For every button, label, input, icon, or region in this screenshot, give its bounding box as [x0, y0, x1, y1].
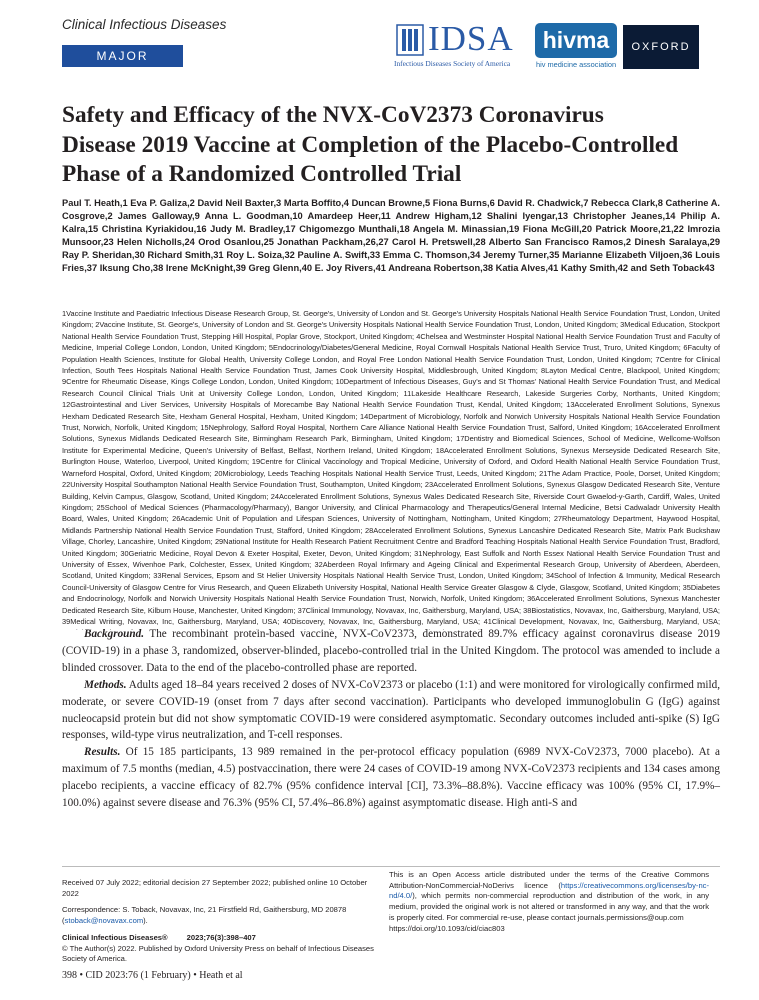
abstract-results	[62, 744, 720, 812]
journal-name: Clinical Infectious Diseases	[62, 17, 227, 32]
citation-journal: Clinical Infectious Diseases®	[62, 932, 168, 942]
footer-divider	[62, 866, 720, 867]
correspondence-email-link[interactable]: stoback@novavax.com	[64, 916, 144, 926]
correspondence	[62, 905, 380, 926]
abstract	[62, 626, 720, 812]
license-text: This is an Open Access article distributed under the terms of the Creative Commons Attribution-NonCommercial-NoDerivs licence (	[389, 870, 709, 890]
article-title: Safety and Efficacy of the NVX-CoV2373 Coronavirus Disease 2019 Vaccine at Completion of the Placebo-Controlled Phase of a Randomized Controlled Trial	[62, 102, 679, 187]
received-dates: Received 07 July 2022; editorial decision 27 September 2022; published online 10 October 2022	[62, 878, 368, 898]
abstract-methods	[62, 677, 720, 745]
correspondence-close: ).	[143, 916, 148, 926]
citation-ref: 2023;76(3):398–407	[186, 932, 256, 942]
idsa-wordmark: IDSA	[428, 19, 514, 58]
license-notice	[389, 870, 709, 924]
license-link[interactable]: https://creativecommons.org/licenses/by-nc-nd/4.0/	[389, 880, 709, 901]
page-footer: 398 • CID 2023:76 (1 February) • Heath et al	[62, 970, 243, 981]
background-heading: Background.	[84, 628, 144, 640]
license-text-cont: ), which permits non-commercial reproduction and distribution of the work, in any medium, provided the original work is not altered or transformed in any way, and that the work is properly cited. For commercial re-use, please contact journals.permissions@oup.com	[389, 891, 709, 922]
author-list: Paul T. Heath,1 Eva P. Galiza,2 David Neil Baxter,3 Marta Boffito,4 Duncan Browne,5 Fiona Burns,6 David R. Chadwick,7 Rebecca Clark,8 Catherine A. Cosgrove,2 James Galloway,9 Anna L. Goodman,10 Amardeep Heer,11 Andrew Higham,12 Shalini Iyengar,13 Christopher Jeanes,14 Philip A. Kalra,15 Christina Kyriakidou,16 Judy M. Bradley,17 Chigomezgo Munthali,18 Angela M. Minassian,19 Fiona McGill,20 Patrick Moore,21,22 Imrozia Munsoor,23 Helen Nicholls,24 Orod Osanlou,25 Jonathan Packham,26,27 Carol H. Pretswell,28 Alberto San Francisco Ramos,2 Dinesh Saralaya,29 Ray P. Sheridan,30 Richard Smith,31 Roy L. Soiza,32 Pauline A. Swift,33 Emma C. Thomson,34 Jeremy Turner,35 Marianne Elizabeth Viljoen,36 Louis Fries,37 Iksung Cho,38 Irene McKnight,39 Greg Glenn,40 E. Joy Rivers,41 Andreana Robertson,38 Katia Alves,41 Kathy Smith,42 and Seth Toback43	[62, 198, 720, 273]
oxford-logo: OXFORD	[623, 25, 699, 69]
abstract-background	[62, 626, 720, 677]
journal-citation	[62, 933, 380, 944]
doi-link[interactable]: https://doi.org/10.1093/cid/ciac803	[389, 923, 505, 933]
results-text: Of 15 185 participants, 13 989 remained in the per-protocol efficacy population (6989 NVX-CoV2373, 7000 placebo). At a maximum of 7.5 months (median, 4.5) postvaccination, there were 24 cases of COVID-19 among NVX-CoV2373 recipients and 134 cases among placebo recipients, a vaccine efficacy of 82.7% (95% confidence interval [CI], 73.3%–88.8%). Vaccine efficacy was 100% (95% CI, 17.9%–100.0%) against severe disease and 76.3% (95% CI, 57.4%–86.8%) against asymptomatic disease. High anti-S and	[62, 746, 721, 810]
hivma-wordmark: hivma	[535, 23, 617, 58]
footnotes-right	[389, 870, 709, 934]
idsa-society-name: Infectious Diseases Society of America	[394, 59, 511, 68]
hivma-association-name: hiv medicine association	[536, 60, 617, 69]
article-type-badge: MAJOR ARTICLE	[62, 45, 183, 67]
idsa-shield-icon	[394, 23, 426, 57]
methods-heading: Methods.	[84, 678, 127, 691]
background-text: The recombinant protein-based vaccine, NVX-CoV2373, demonstrated 89.7% efficacy against coronavirus disease 2019 (COVID-19) in a phase 3, randomized, observer-blinded, placebo-controlled trial in the United Kingdom. The protocol was amended to include a blinded crossover. Data to the end of the placebo-controlled phase are reported.	[62, 628, 720, 674]
correspondence-text: Correspondence: S. Toback, Novavax, Inc, 21 Firstfield Rd, Gaithersburg, MD 20878 (	[62, 905, 347, 926]
results-heading: Results.	[84, 746, 121, 759]
methods-text: Adults aged 18–84 years received 2 doses of NVX-CoV2373 or placebo (1:1) and were monitored for virologically confirmed mild, moderate, or severe COVID-19 (onset from 7 days after second vaccination). Participants who developed immunoglobulin G (IgG) against nucleocapsid protein but did not show symptomatic COVID-19 were considered asymptomatic. Secondary outcomes included anti-spike (S) IgG responses, wild-type virus neutralization, and T-cell responses.	[62, 678, 721, 742]
copyright-notice: © The Author(s) 2022. Published by Oxford University Press on behalf of Infectious Diseases Society of America.	[62, 943, 374, 964]
author-affiliations: 1Vaccine Institute and Paediatric Infectious Disease Research Group, St. George's, University of London and St. George's University Hospitals National Health Service Foundation Trust, London, United Kingdom; 2Vaccine Institute, St. George's, University of London and St. George's University Hospitals National Health Service Foundation Trust, London, United Kingdom; 3Medical Education, Stockport National Health Service Foundation Trust, Stepping Hill Hospital, Poplar Grove, Stockport, United Kingdom; 4Chelsea and Westminster Hospital National Health Service Foundation Trust and Faculty of Medicine, Imperial College London, London, United Kingdom; 5Endocrinology/Diabetes/General Medicine, Royal Cornwall Hospitals National Health Service Trust, Truro, United Kingdom; 6Faculty of Population Health Sciences, Institute for Global Health, University College London, and Royal Free London National Health Service Foundation Trust, London, United Kingdom; 7Centre for Clinical Infection, South Tees Hospitals National Health Service Foundation Trust, James Cook University Hospital, Middlesbrough, United Kingdom; 8Layton Medical Centre, Blackpool, United Kingdom; 9Centre for Rheumatic Disease, Kings College London, London, United Kingdom; 10Department of Infectious Diseases, Guy's and St Thomas' National Health Service Foundation Trust, and Medical Research Council Clinical Trials Unit at University College London, London, United Kingdom; 11Lakeside Healthcare Research, Lakeside Surgeries Corby, Northants, United Kingdom; 12Gastrointestinal and Liver Services, University Hospitals of Morecambe Bay National Health Service Foundation Trust, Kendal, United Kingdom; 13Accelerated Enrollment Solutions, Synexus Hexham Dedicated Research Site, Hexham General Hospital, Hexham, United Kingdom; 14Department of Microbiology, Norfolk and Norwich University Hospitals National Health Service Foundation Trust, Norwich, Norfolk, United Kingdom; 15Nephrology, Salford Royal Hospital, Northern Care Alliance National Health Service Foundation Trust, Salford, United Kingdom; 16Accelerated Enrollment Solutions, Synexus Midlands Dedicated Research Site, Birmingham Research Park, Birmingham, United Kingdom; 17Dentistry and Biomedical Sciences, School of Medicine, Wellcome-Wolfson Institute for Experimental Medicine, Queen's University of Belfast, Belfast, Northern Ireland, United Kingdom; 18Accelerated Enrollment Solutions, Synexus Merseyside Dedicated Research Site, Burlington House, Waterloo, Liverpool, United Kingdom; 19Centre for Clinical Vaccinology and Tropical Medicine, University of Oxford, and Oxford Health National Health Service Foundation Trust, Warneford Hospital, Oxford, United Kingdom; 20Microbiology, Leeds Teaching Hospitals National Health Service Trust, Leeds, United Kingdom; 21The Adam Practice, Poole, Dorset, United Kingdom; 22University Hospital Southampton National Health Service Foundation Trust, Southampton, United Kingdom; 23Accelerated Enrollment Solutions, Synexus Glasgow Dedicated Research Site, Venture Building, Kelvin Campus, Glasgow, Scotland, United Kingdom; 24Accelerated Enrollment Solutions, Synexus Wales Dedicated Research Site, Riverside Court Gwaelod-y-Garth, Cardiff, Wales, United Kingdom; 25School of Medical Sciences (Pharmacology/Pharmacy), Bangor University, and Clinical Pharmacology and Therapeutics/General Internal Medicine, Betsi Cadwaladr University Health Board, Wales, United Kingdom; 26Academic Unit of Population and Lifespan Sciences, University of Nottingham, Nottingham, United Kingdom; 27Rheumatology Department, Haywood Hospital, Midlands Partnership National Health Service Foundation Trust, Stafford, United Kingdom; 28Accelerated Enrollment Solutions, Synexus Lancashire Dedicated Research Site, Matrix Park Buckshaw Village, Chorley, Lancashire, United Kingdom; 29National Institute for Health Research Patient Recruitment Centre and Bradford Teaching Hospitals National Health Service Foundation Trust, Bradford, United Kingdom; 30Geriatric Medicine, Royal Devon & Exeter Hospital, Exeter, Devon, United Kingdom; 31Nephrology, East Suffolk and North Essex National Health Service Foundation Trust and University of Essex, Wivenhoe Park, Colchester, Essex, United Kingdom; 32Aberdeen Royal Infirmary and Ageing Clinical and Experimental Research Group, University of Aberdeen, Aberdeen, Scotland, United Kingdom; 33Renal Services, Epsom and St Helier University Hospitals National Health Service Trust, London, United Kingdom; 34School of Infection & Immunity, Medical Research Council-University of Glasgow Centre for Virus Research, and Queen Elizabeth University Hospital, National Health Service Greater Glasgow & Clyde, Glasgow, Scotland, United Kingdom; 35Diabetes and Endocrinology, Norfolk and Norwich University Hospitals National Health Service Foundation Trust, Norwich, Norfolk, United Kingdom; 36Accelerated Enrollment Solutions, Synexus Manchester Dedicated Research Site, Kilburn House, Manchester, United Kingdom; 37Clinical Immunology, Novavax, Inc, Gaithersburg, Maryland, USA; 38Biostatistics, Novavax, Inc, Gaithersburg, Maryland, USA; 39Medical Writing, Novavax, Inc, Gaithersburg, Maryland, USA; 40Discovery, Novavax, Inc, Gaithersburg, Maryland, USA; 41Clinical Development, Novavax, Inc, Gaithersburg, Maryland, USA;	[62, 309, 720, 626]
hivma-logo	[535, 23, 617, 71]
footnotes-left	[62, 878, 380, 965]
idsa-logo	[394, 19, 528, 71]
